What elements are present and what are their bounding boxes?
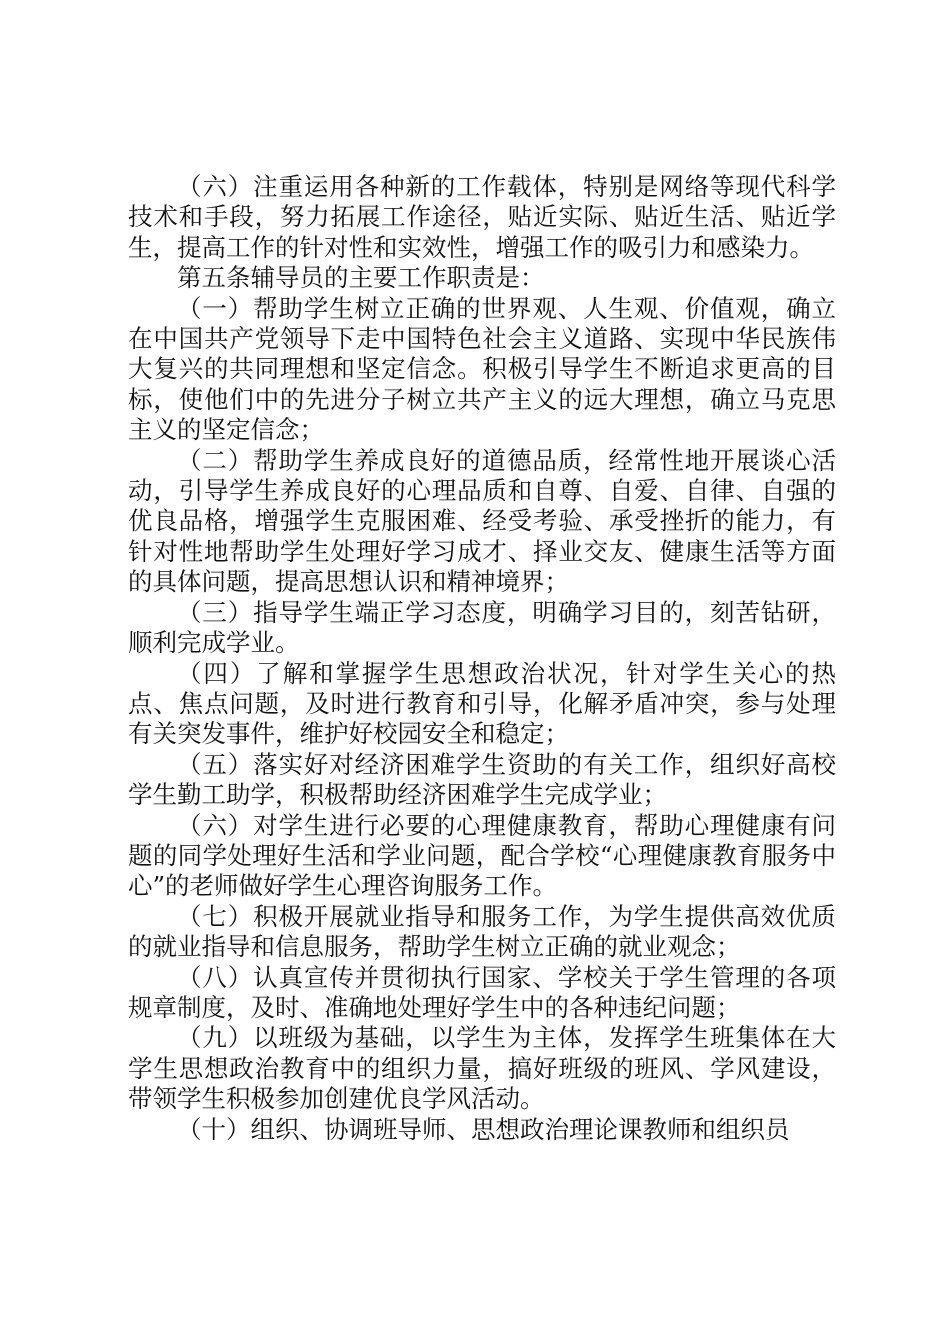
paragraph-6-work-carriers: （六）注重运用各种新的工作载体，特别是网络等现代科学技术和手段，努力拓展工作途径，贴近实际、贴近生活、贴近学生，提高工作的针对性和实效性，增强工作的吸引力和感染力。 (128, 172, 836, 262)
paragraph-duty-10: （十）组织、协调班导师、思想政治理论课教师和组织员 (177, 1114, 790, 1144)
paragraph-duty-3: （三）指导学生端正学习态度，明确学习目的，刻苦钻研，顺利完成学业。 (128, 597, 836, 658)
document-body (128, 172, 836, 1145)
paragraph-duty-8: （八）认真宣传并贯彻执行国家、学校关于学生管理的各项规章制度，及时、准确地处理好学生中的各种违纪问题； (128, 962, 836, 1022)
paragraph-duty-6: （六）对学生进行必要的心理健康教育，帮助心理健康有问题的同学处理好生活和学业问题，配合学校“心理健康教育服务中心”的老师做好学生心理咨询服务工作。 (128, 810, 836, 901)
paragraph-duty-4: （四）了解和掌握学生思想政治状况，针对学生关心的热点、焦点问题，及时进行教育和引导，化解矛盾冲突，参与处理有关突发事件，维护好校园安全和稳定； (128, 658, 836, 749)
paragraph-duty-2: （二）帮助学生养成良好的道德品质，经常性地开展谈心活动，引导学生养成良好的心理品质和自尊、自爱、自律、自强的优良品格，增强学生克服困难、经受考验、承受挫折的能力，有针对性地帮助学生处理好学习成才、择业交友、健康生活等方面的具体问题，提高思想认识和精神境界； (128, 445, 836, 597)
paragraph-article-5-heading: 第五条辅导员的主要工作职责是： (177, 263, 545, 293)
paragraph-duty-5: （五）落实好对经济困难学生资助的有关工作，组织好高校学生勤工助学，积极帮助经济困难学生完成学业； (128, 749, 836, 810)
paragraph-duty-9: （九）以班级为基础，以学生为主体，发挥学生班集体在大学生思想政治教育中的组织力量，搞好班级的班风、学风建设，带领学生积极参加创建优良学风活动。 (128, 1023, 836, 1114)
paragraph-duty-1: （一）帮助学生树立正确的世界观、人生观、价值观，确立在中国共产党领导下走中国特色社会主义道路、实现中华民族伟大复兴的共同理想和坚定信念。积极引导学生不断追求更高的目标，使他们中的先进分子树立共产主义的远大理想，确立马克思主义的坚定信念； (128, 293, 836, 445)
paragraph-duty-7: （七）积极开展就业指导和服务工作，为学生提供高效优质的就业指导和信息服务，帮助学生树立正确的就业观念； (128, 901, 836, 962)
